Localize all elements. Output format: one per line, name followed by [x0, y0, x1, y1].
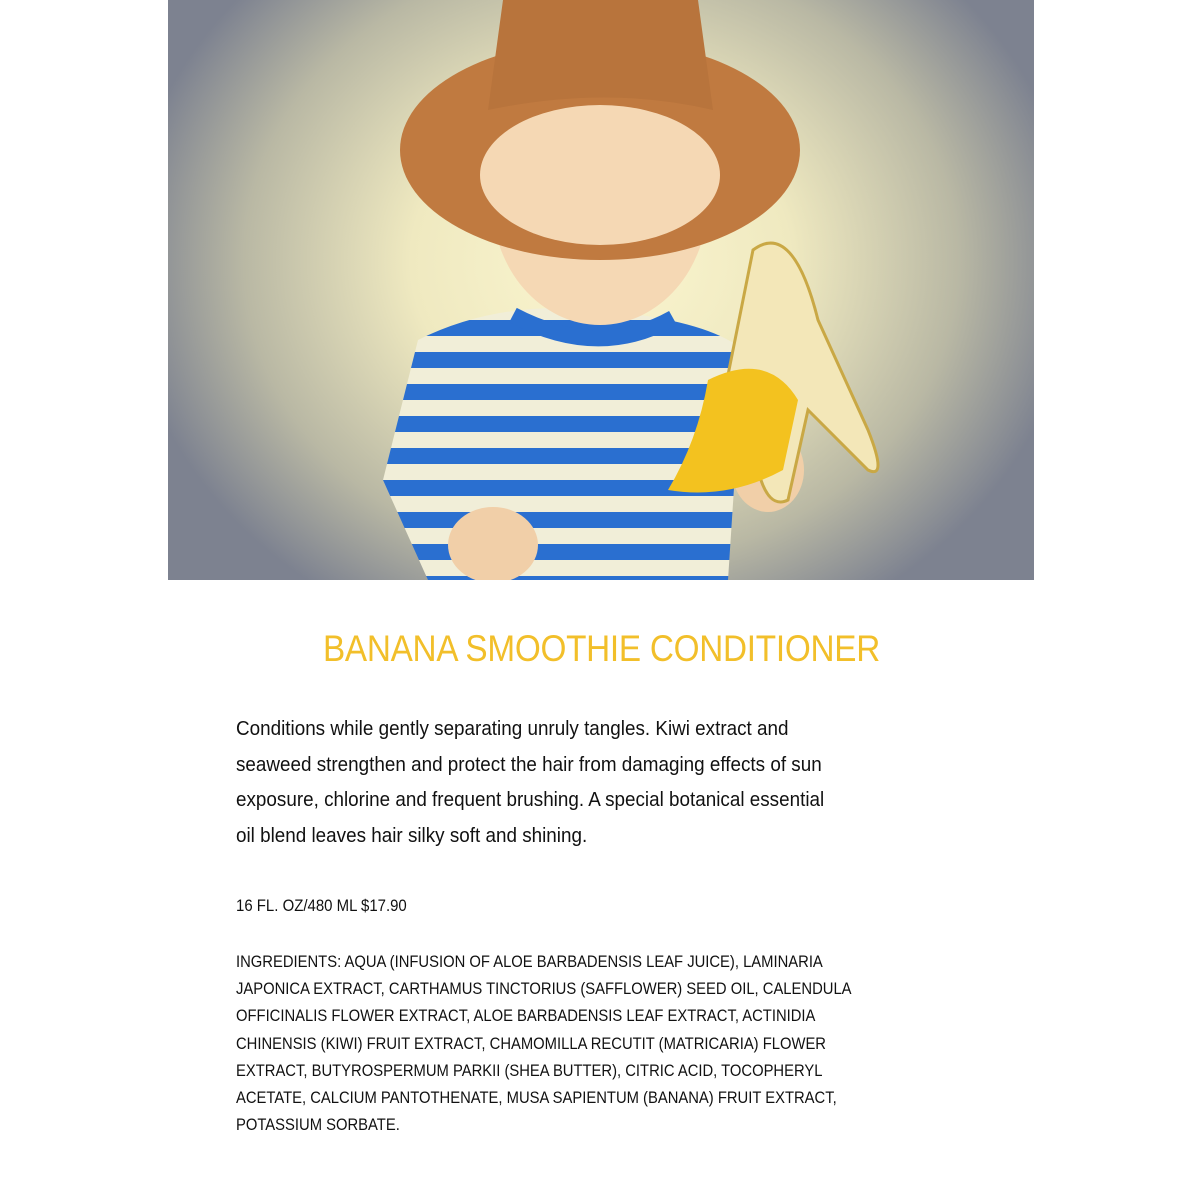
hat-crown — [488, 0, 713, 110]
ingredients-line: OFFICINALIS FLOWER EXTRACT, ALOE BARBADENSIS LEAF EXTRACT, ACTINIDIA — [236, 1006, 816, 1026]
product-title — [0, 628, 1200, 670]
size-and-price: 16 FL. OZ/480 ML $17.90 — [236, 896, 407, 915]
hat-brim-inner — [480, 105, 720, 245]
left-hand — [448, 507, 538, 580]
ingredients-line: EXTRACT, BUTYROSPERMUM PARKII (SHEA BUTTER), CITRIC ACID, TOCOPHERYL — [236, 1060, 823, 1080]
product-description — [236, 711, 824, 853]
description-line: Conditions while gently separating unruly tangles. Kiwi extract and — [236, 717, 789, 740]
ingredients-list — [236, 948, 852, 1138]
ingredients-line: POTASSIUM SORBATE. — [236, 1115, 400, 1135]
product-photo-child-with-banana — [168, 0, 1034, 580]
ingredients-line: ACETATE, CALCIUM PANTOTHENATE, MUSA SAPIENTUM (BANANA) FRUIT EXTRACT, — [236, 1088, 837, 1108]
description-line: exposure, chlorine and frequent brushing. A special botanical essential — [236, 788, 825, 811]
photo-illustration — [168, 0, 1034, 580]
ingredients-line: INGREDIENTS: AQUA (INFUSION OF ALOE BARBADENSIS LEAF JUICE), LAMINARIA — [236, 952, 823, 971]
product-title-text: BANANA SMOOTHIE CONDITIONER — [322, 628, 880, 669]
ingredients-line: JAPONICA EXTRACT, CARTHAMUS TINCTORIUS (SAFFLOWER) SEED OIL, CALENDULA — [236, 979, 852, 999]
description-line: oil blend leaves hair silky soft and shining. — [236, 823, 588, 847]
ingredients-line: CHINENSIS (KIWI) FRUIT EXTRACT, CHAMOMILLA RECUTIT (MATRICARIA) FLOWER — [236, 1033, 826, 1053]
description-line: seaweed strengthen and protect the hair from damaging effects of sun — [236, 752, 822, 776]
striped-shirt — [383, 308, 743, 580]
